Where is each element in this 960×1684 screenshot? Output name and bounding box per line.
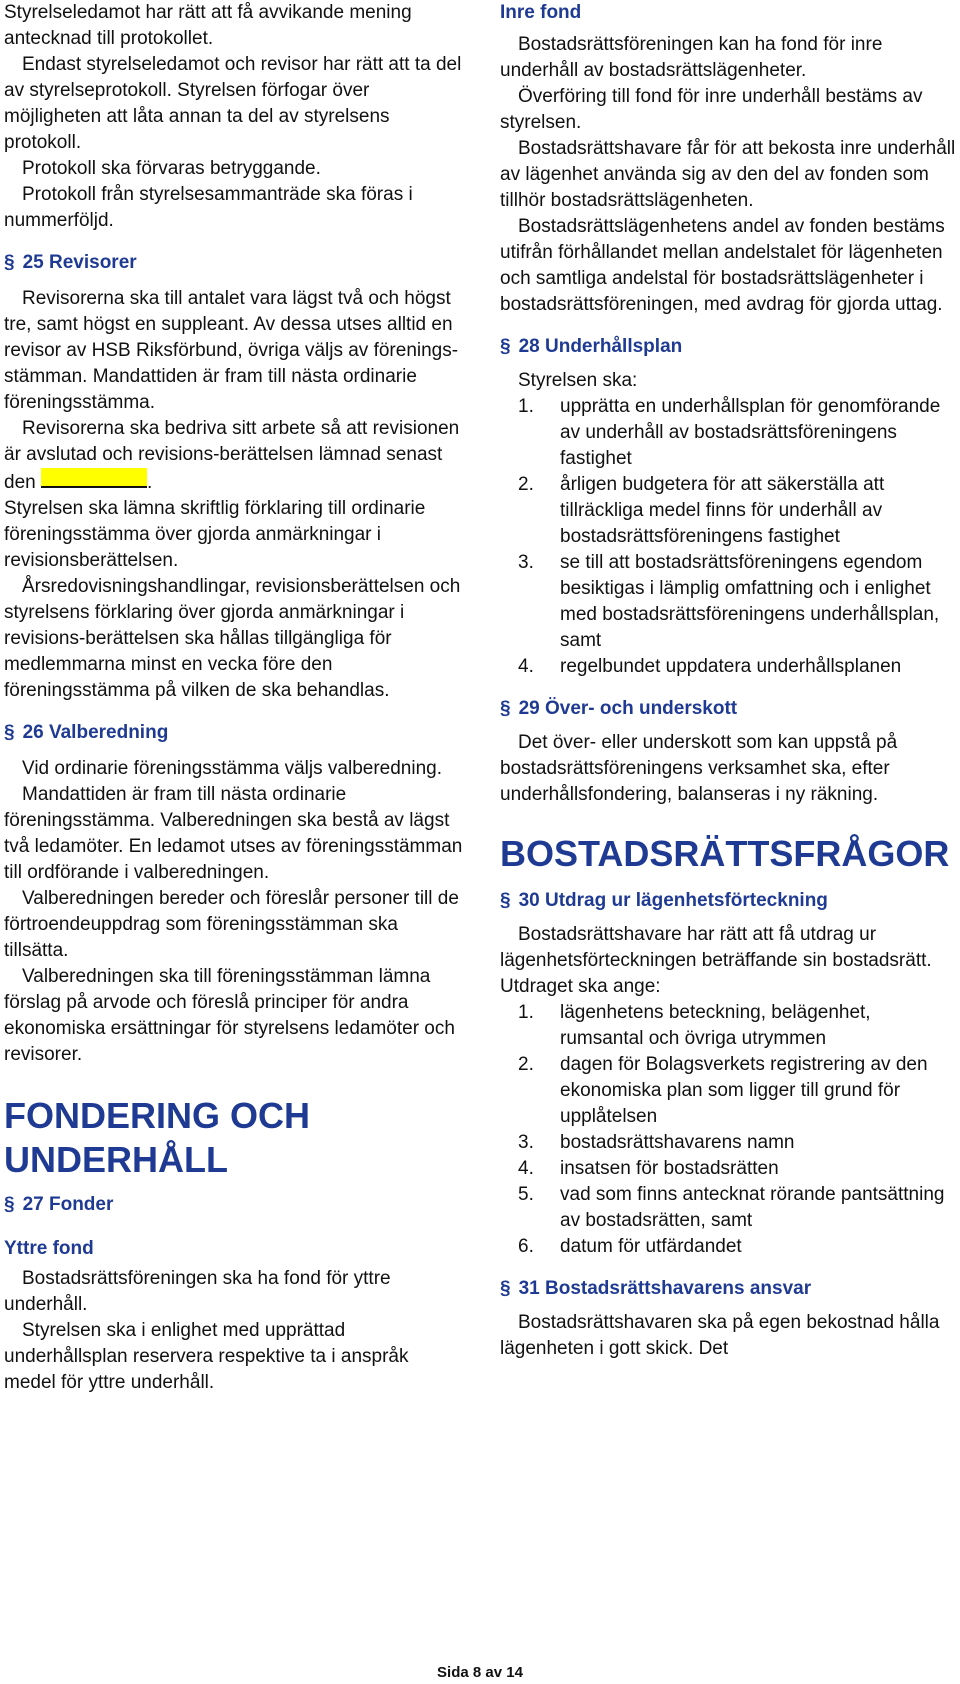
- list-text: se till att bostadsrättsföreningens egendom besiktigas i lämplig omfattning och i enlighet med bostadsrättsföreningens underhållsplan, samt: [560, 552, 940, 651]
- paragraph: Bostadsrättshavaren ska på egen bekostnad hålla lägenheten i gott skick. Det: [500, 1312, 940, 1359]
- section-symbol: §: [500, 1278, 511, 1299]
- list-item: [500, 1000, 956, 1052]
- page-number: Sida 8 av 14: [437, 1664, 523, 1681]
- paragraph: Styrelsen ska lämna skriftlig förklaring till ordinarie föreningsstämma över gjorda anmärkningar i revisionsberättelsen.: [4, 498, 426, 571]
- list-number: 4.: [518, 656, 534, 677]
- paragraph: [4, 416, 464, 496]
- section-symbol: §: [500, 336, 511, 357]
- section-title: 26 Valberedning: [22, 722, 169, 743]
- paragraph: Revisorerna ska till antalet vara lägst två och högst tre, samt högst en suppleant. Av dessa utses alltid en revisor av HSB Riksförbund, övriga väljs av förenings-stämman. Mandattiden är fram till nästa ordinarie föreningsstämma.: [4, 288, 459, 413]
- list-number: 1.: [518, 1002, 534, 1023]
- section-symbol: §: [4, 722, 15, 743]
- section-heading-25: [4, 250, 464, 276]
- section-title: 30 Utdrag ur lägenhetsförteckning: [518, 890, 828, 911]
- section-heading-26: [4, 720, 464, 746]
- list-item: [500, 1156, 956, 1182]
- paragraph: Mandattiden är fram till nästa ordinarie föreningsstämma. Valberedningen ska bestå av lägst två ledamöter. En ledamot utses av föreningsstämman till ordförande i valberedningen.: [4, 784, 463, 883]
- paragraph: Valberedningen bereder och föreslår personer till de förtroendeuppdrag som föreningsstämman ska tillsätta.: [4, 888, 459, 961]
- subheading-yttre-fond: Yttre fond: [4, 1238, 94, 1259]
- list-text: datum för utfärdandet: [560, 1236, 742, 1257]
- list-number: 3.: [518, 1132, 534, 1153]
- paragraph: Bostadsrättshavare får för att bekosta inre underhåll av lägenhet använda sig av den del av fonden som tillhör bostadsrättslägenheten.: [500, 138, 956, 211]
- list-text: upprätta en underhållsplan för genomförande av underhåll av bostadsrättsföreningens fastighet: [560, 396, 941, 469]
- section-title: 27 Fonder: [22, 1194, 114, 1215]
- list-text: insatsen för bostadsrätten: [560, 1158, 779, 1179]
- list-text: lägenhetens beteckning, belägenhet, rumsantal och övriga utrymmen: [560, 1002, 871, 1049]
- section-heading-28: [500, 334, 956, 360]
- list-number: 4.: [518, 1158, 534, 1179]
- paragraph: Bostadsrättshavare har rätt att få utdrag ur lägenhetsförteckningen beträffande sin bostadsrätt. Utdraget ska ange:: [500, 924, 932, 997]
- paragraph: Protokoll från styrelsesammanträde ska föras i nummerföljd.: [4, 184, 413, 231]
- list-number: 6.: [518, 1236, 534, 1257]
- paragraph: Protokoll ska förvaras betryggande.: [22, 158, 321, 179]
- section-title: 31 Bostadsrättshavarens ansvar: [518, 1278, 812, 1299]
- paragraph-text: .: [146, 472, 153, 493]
- paragraph-text: Revisorerna ska bedriva sitt arbete så att revisionen är avslutad och revisions-berättelsen lämnad senast den: [4, 418, 460, 493]
- paragraph: Styrelsen ska:: [518, 370, 638, 391]
- paragraph: Bostadsrättslägenhetens andel av fonden bestäms utifrån förhållandet mellan andelstalet för lägenheten och samtliga andelstal för bostadsrättslägenheter i bostadsrättsföreningen, med avdrag för gjorda uttag.: [500, 216, 945, 315]
- list-text: dagen för Bolagsverkets registrering av den ekonomiska plan som ligger till grund för upplåtelsen: [560, 1054, 928, 1127]
- section-title: 25 Revisorer: [22, 252, 137, 273]
- list-item: [500, 394, 956, 472]
- section-heading-31: [500, 1276, 956, 1302]
- section-heading-29: [500, 696, 956, 722]
- section-heading-27: [4, 1192, 464, 1218]
- section-title: 29 Över- och underskott: [518, 698, 738, 719]
- section-symbol: §: [4, 1194, 15, 1215]
- list-item: [500, 550, 956, 654]
- chapter-heading: FONDERING OCH UNDERHÅLL: [4, 1095, 310, 1180]
- paragraph: Årsredovisningshandlingar, revisionsberättelsen och styrelsens förklaring över gjorda anmärkningar i revisions-berättelsen ska hållas tillgängliga för medlemmarna minst en vecka före den föreningsstämma på vilken de ska behandlas.: [4, 576, 461, 701]
- list-text: årligen budgetera för att säkerställa att tillräckliga medel finns för underhåll av bostadsrättsföreningens fastighet: [560, 474, 885, 547]
- paragraph: Styrelseledamot har rätt att få avvikande mening antecknad till protokollet.: [4, 2, 412, 49]
- date-blank-field[interactable]: [41, 468, 147, 488]
- underhallsplan-list: [500, 394, 956, 680]
- paragraph: Bostadsrättsföreningen kan ha fond för inre underhåll av bostadsrättslägenheter.: [500, 34, 883, 81]
- list-number: 5.: [518, 1184, 534, 1205]
- section-symbol: §: [4, 252, 15, 273]
- paragraph: Det över- eller underskott som kan uppstå på bostadsrättsföreningens verksamhet ska, efter underhållsfondering, balanseras i ny räkning.: [500, 732, 898, 805]
- list-text: bostadsrättshavarens namn: [560, 1132, 795, 1153]
- list-item: [500, 1052, 956, 1130]
- paragraph: Bostadsrättsföreningen ska ha fond för yttre underhåll.: [4, 1268, 391, 1315]
- section-symbol: §: [500, 698, 511, 719]
- list-item: [500, 1234, 956, 1260]
- lagenhetsutdrag-list: [500, 1000, 956, 1260]
- list-text: vad som finns antecknat rörande pantsättning av bostadsrätten, samt: [560, 1184, 945, 1231]
- list-item: [500, 472, 956, 550]
- paragraph: Styrelsen ska i enlighet med upprättad underhållsplan reservera respektive ta i anspråk medel för yttre underhåll.: [4, 1320, 409, 1393]
- section-symbol: §: [500, 890, 511, 911]
- paragraph: Vid ordinarie föreningsstämma väljs valberedning.: [22, 758, 442, 779]
- list-text: regelbundet uppdatera underhållsplanen: [560, 656, 902, 677]
- list-item: [500, 1182, 956, 1234]
- list-number: 1.: [518, 396, 534, 417]
- paragraph: Valberedningen ska till föreningsstämman lämna förslag på arvode och föreslå principer för andra ekonomiska ersättningar för styrelsens ledamöter och revisorer.: [4, 966, 455, 1065]
- section-title: 28 Underhållsplan: [518, 336, 683, 357]
- list-number: 3.: [518, 552, 534, 573]
- list-item: [500, 654, 956, 680]
- right-column: [500, 0, 956, 1362]
- paragraph: Endast styrelseledamot och revisor har rätt att ta del av styrelseprotokoll. Styrelsen förfogar över möjligheten att låta annan ta del av styrelsens protokoll.: [4, 54, 462, 153]
- subheading-inre-fond: Inre fond: [500, 2, 582, 23]
- list-number: 2.: [518, 1054, 534, 1075]
- list-number: 2.: [518, 474, 534, 495]
- list-item: [500, 1130, 956, 1156]
- chapter-heading: BOSTADSRÄTTSFRÅGOR: [500, 833, 950, 874]
- left-column: [4, 0, 464, 1396]
- section-heading-30: [500, 888, 956, 914]
- paragraph: Överföring till fond för inre underhåll bestäms av styrelsen.: [500, 86, 923, 133]
